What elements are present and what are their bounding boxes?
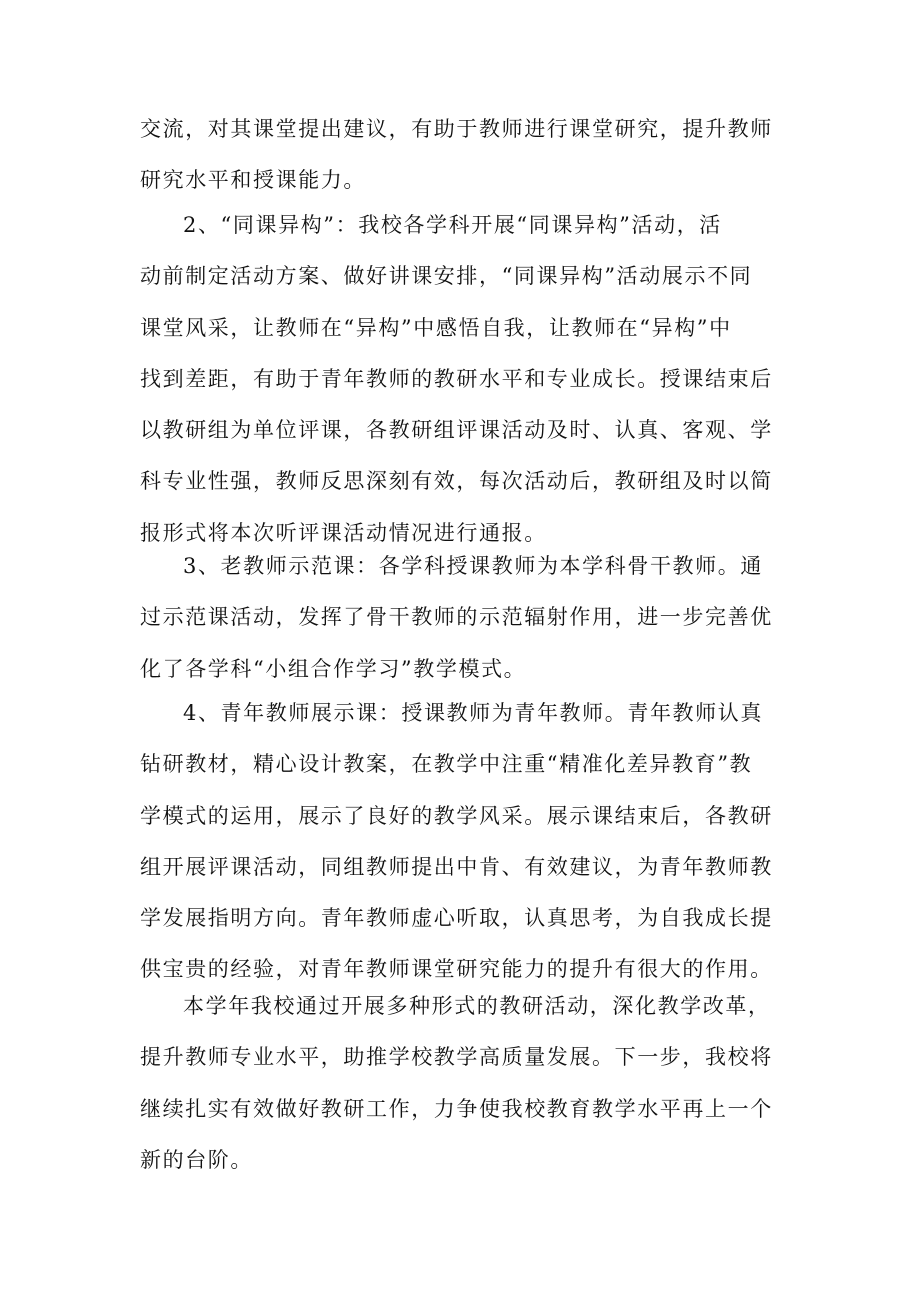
text-line: 供宝贵的经验，对青年教师课堂研究能力的提升有很大的作用。 xyxy=(140,957,773,982)
text-line: 继续扎实有效做好教研工作，力争使我校教育教学水平再上一个 xyxy=(140,1096,773,1121)
text-line: 找到差距，有助于青年教师的教研水平和专业成长。授课结束后 xyxy=(140,366,773,391)
text-line: 本学年我校通过开展多种形式的教研活动，深化教学改革， xyxy=(183,994,771,1018)
text-line: 研究水平和授课能力。 xyxy=(140,168,366,193)
text-line: 以教研组为单位评课，各教研组评课活动及时、认真、客观、学 xyxy=(140,418,773,443)
paragraph-item-2 xyxy=(140,200,800,559)
text-line: 3、老教师示范课：各学科授课教师为本学科骨干教师。通 xyxy=(183,554,763,578)
text-line: 化了各学科“小组合作学习”教学模式。 xyxy=(140,656,527,681)
text-line: 动前制定活动方案、做好讲课安排，“同课异构”活动展示不同 xyxy=(140,264,753,289)
text-line: 提升教师专业水平，助推学校教学高质量发展。下一步，我校将 xyxy=(140,1045,773,1070)
paragraph-intro-continued xyxy=(140,104,800,207)
text-line: 交流，对其课堂提出建议，有助于教师进行课堂研究，提升教师 xyxy=(140,117,773,141)
paragraph-item-4 xyxy=(140,688,800,996)
paragraph-item-3 xyxy=(140,541,800,695)
text-line: 钻研教材，精心设计教案，在教学中注重“精准化差异教育”教 xyxy=(140,752,753,777)
text-line: 新的台阶。 xyxy=(140,1147,253,1172)
text-line: 科专业性强，教师反思深刻有效，每次活动后，教研组及时以简 xyxy=(140,469,773,494)
text-line: 过示范课活动，发挥了骨干教师的示范辐射作用，进一步完善优 xyxy=(140,605,773,630)
text-line: 4、青年教师展示课：授课教师为青年教师。青年教师认真 xyxy=(183,701,763,725)
text-line: 学模式的运用，展示了良好的教学风采。展示课结束后，各教研 xyxy=(140,803,773,828)
paragraph-summary xyxy=(140,981,800,1186)
text-line: 2、“同课异构”：我校各学科开展“同课异构”活动，活 xyxy=(183,213,722,237)
text-line: 组开展评课活动，同组教师提出中肯、有效建议，为青年教师教 xyxy=(140,854,773,879)
text-line: 课堂风采，让教师在“异构”中感悟自我，让教师在“异构”中 xyxy=(140,315,732,340)
text-line: 报形式将本次听评课活动情况进行通报。 xyxy=(140,520,547,545)
text-line: 学发展指明方向。青年教师虚心听取，认真思考，为自我成长提 xyxy=(140,906,773,931)
